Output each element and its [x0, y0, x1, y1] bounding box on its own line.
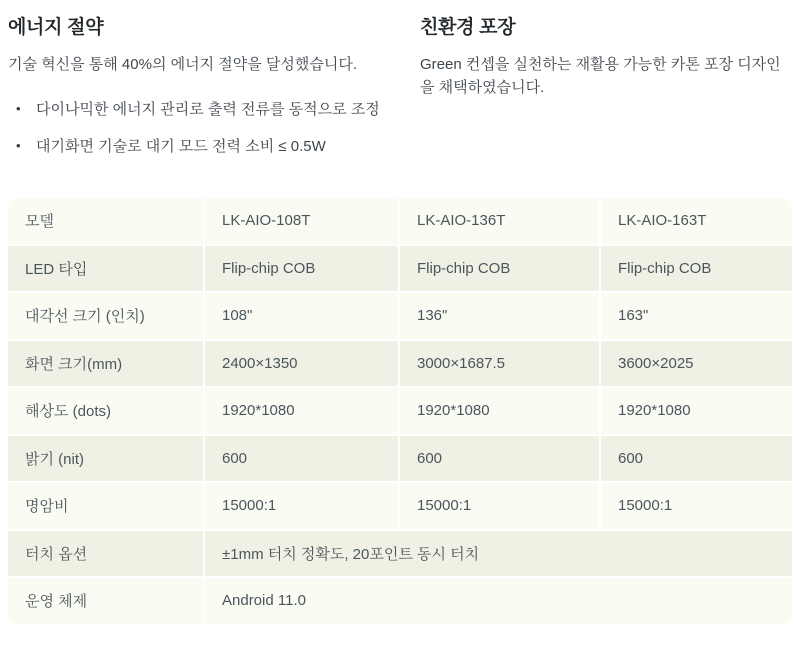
- list-item-text: 대기화면 기술로 대기 모드 전력 소비 ≤ 0.5W: [36, 138, 326, 156]
- spec-row-label: 화면 크기(mm): [8, 341, 203, 387]
- spec-cell-value: 136": [400, 293, 599, 339]
- section-title-energy: 에너지 절약: [8, 17, 104, 38]
- spec-row-label: 모델: [8, 198, 203, 244]
- spec-row-label: 밝기 (nit): [8, 436, 203, 482]
- spec-cell-value: 15000:1: [601, 483, 792, 529]
- spec-cell-value: LK-AIO-108T: [205, 198, 398, 244]
- spec-cell-value: 1920*1080: [400, 388, 599, 434]
- spec-cell-value: 600: [601, 436, 792, 482]
- spec-cell-value: 15000:1: [400, 483, 599, 529]
- spec-cell-value: 163": [601, 293, 792, 339]
- spec-cell-value: LK-AIO-163T: [601, 198, 792, 244]
- spec-row-label: 대각선 크기 (인치): [8, 293, 203, 339]
- spec-table: [8, 198, 792, 624]
- spec-cell-value: 600: [400, 436, 599, 482]
- intro-section: [0, 0, 800, 198]
- bullet-icon: •: [16, 138, 21, 154]
- section-paragraph-energy: 기술 혁신을 통해 40%의 에너지 절약을 달성했습니다.: [8, 56, 357, 73]
- spec-row-label: 터치 옵션: [8, 531, 203, 577]
- spec-cell-value: 15000:1: [205, 483, 398, 529]
- spec-cell-value: 1920*1080: [601, 388, 792, 434]
- section-title-packaging: 친환경 포장: [420, 17, 516, 38]
- spec-row-label: 해상도 (dots): [8, 388, 203, 434]
- spec-cell-value: Android 11.0: [205, 578, 792, 624]
- spec-row-label: 운영 체제: [8, 578, 203, 624]
- section-eco-packaging: [420, 12, 792, 198]
- spec-cell-value: Flip-chip COB: [601, 246, 792, 292]
- section-energy-saving: [8, 12, 420, 198]
- spec-cell-value: Flip-chip COB: [400, 246, 599, 292]
- list-item-text: 다이나믹한 에너지 관리로 출력 전류를 동적으로 조정: [36, 100, 380, 118]
- spec-cell-value: LK-AIO-136T: [400, 198, 599, 244]
- spec-cell-value: 3000×1687.5: [400, 341, 599, 387]
- section-paragraph-packaging: Green 컨셉을 실천하는 재활용 가능한 카톤 포장 디자인을 채택하였습니다.: [420, 56, 781, 96]
- spec-cell-value: 3600×2025: [601, 341, 792, 387]
- spec-cell-value: 2400×1350: [205, 341, 398, 387]
- energy-bullet-list: [8, 98, 420, 161]
- spec-cell-value: ±1mm 터치 정확도, 20포인트 동시 터치: [205, 531, 792, 577]
- spec-cell-value: 1920*1080: [205, 388, 398, 434]
- list-item: [8, 135, 390, 160]
- spec-row-label: 명암비: [8, 483, 203, 529]
- spec-cell-value: 108": [205, 293, 398, 339]
- bullet-icon: •: [16, 100, 21, 116]
- spec-row-label: LED 타입: [8, 246, 203, 292]
- spec-cell-value: Flip-chip COB: [205, 246, 398, 292]
- list-item: [8, 98, 390, 123]
- spec-cell-value: 600: [205, 436, 398, 482]
